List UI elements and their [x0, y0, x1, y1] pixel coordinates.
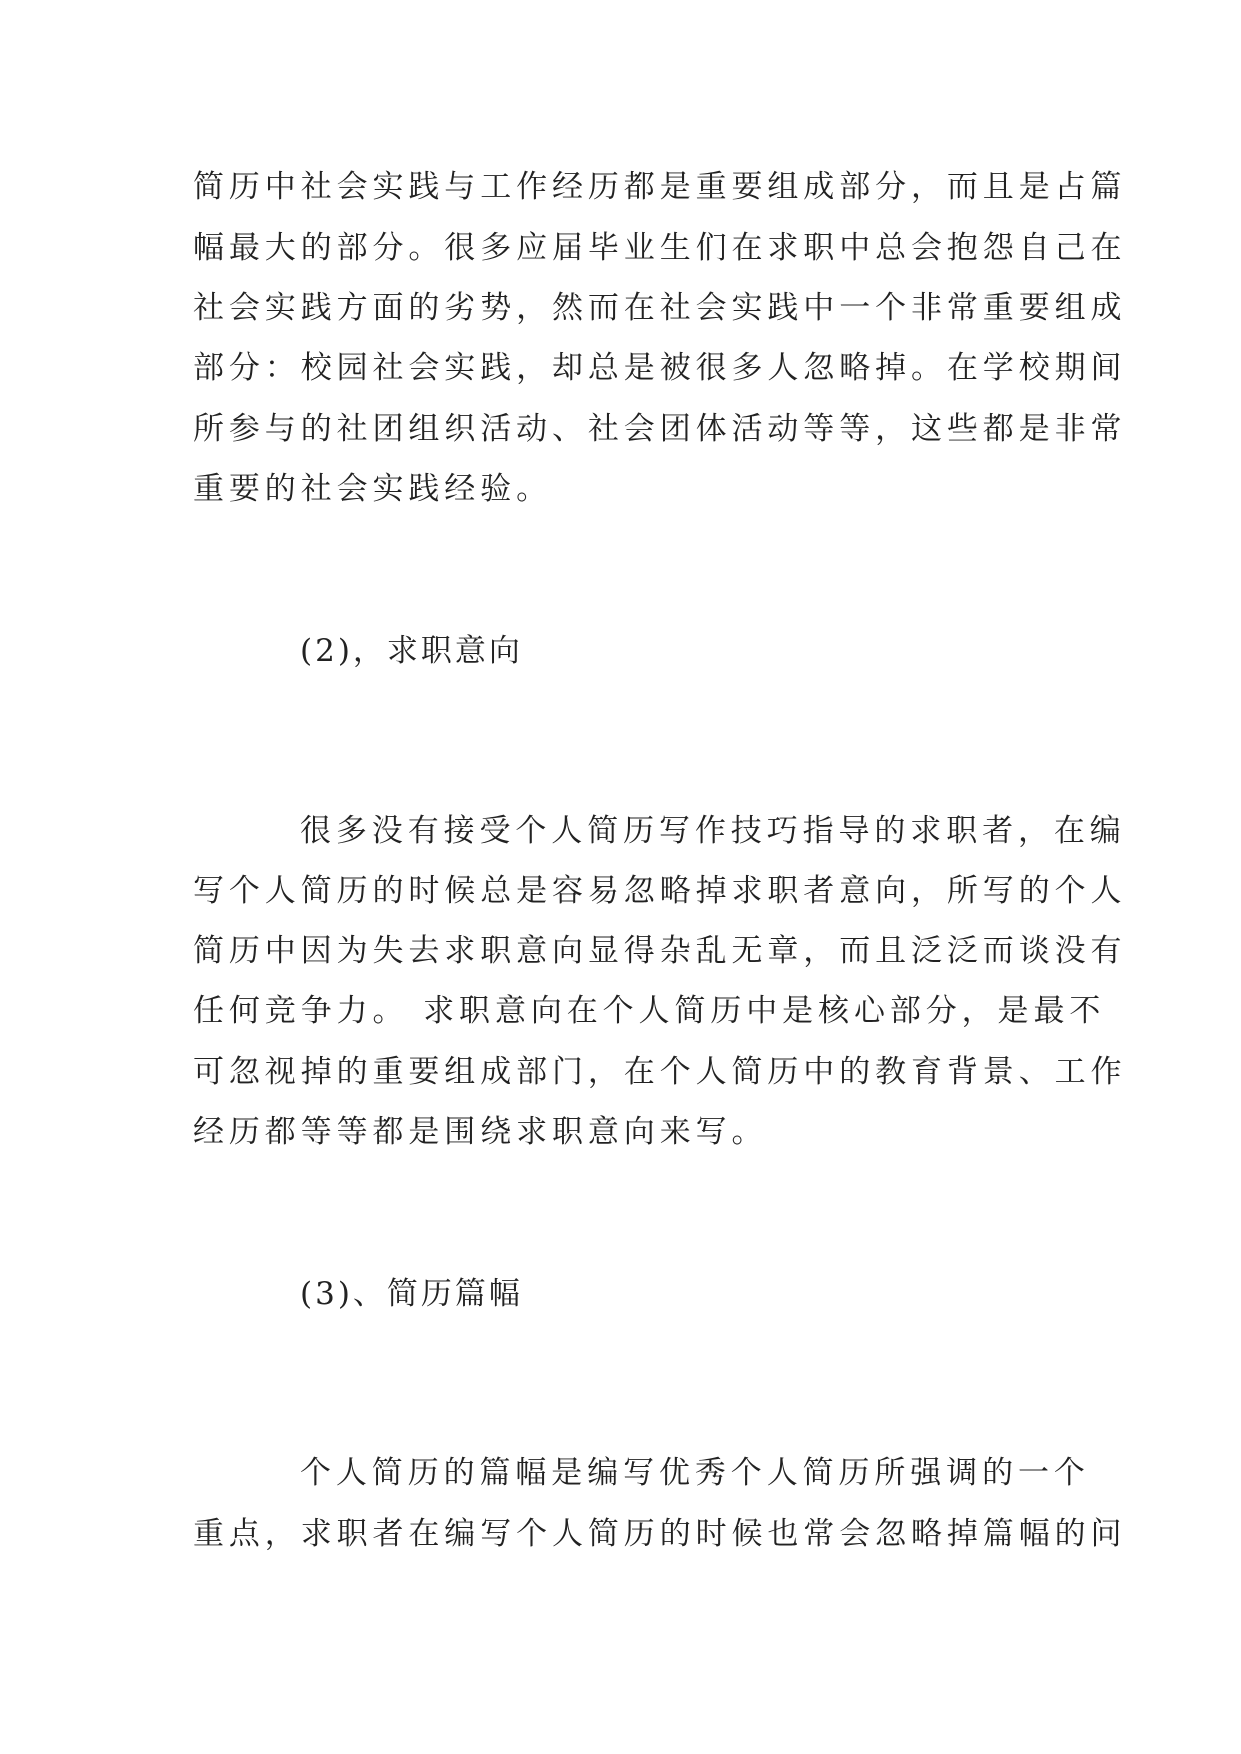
- text-line: 所参与的社团组织活动、社会团体活动等等，这些都是非常: [193, 411, 1127, 447]
- text-line: 重要的社会实践经验。: [193, 471, 552, 507]
- text-line: 任何竞争力。 求职意向在个人简历中是核心部分，是最不: [193, 993, 1106, 1029]
- text-line: 经历都等等都是围绕求职意向来写。: [193, 1114, 768, 1150]
- text-line: 社会实践方面的劣势，然而在社会实践中一个非常重要组成: [193, 290, 1127, 326]
- section-heading-resume-length: (3)、简历篇幅: [300, 1276, 523, 1312]
- text-line: 个人简历的篇幅是编写优秀个人简历所强调的一个: [300, 1455, 1090, 1491]
- text-line: 可忽视掉的重要组成部门，在个人简历中的教育背景、工作: [193, 1054, 1127, 1090]
- text-line: 写个人简历的时候总是容易忽略掉求职者意向，所写的个人: [193, 873, 1127, 909]
- text-line: 简历中因为失去求职意向显得杂乱无章，而且泛泛而谈没有: [193, 933, 1127, 969]
- text-line: 部分：校园社会实践，却总是被很多人忽略掉。在学校期间: [193, 350, 1127, 386]
- text-line: 很多没有接受个人简历写作技巧指导的求职者，在编: [300, 813, 1126, 849]
- text-line: 简历中社会实践与工作经历都是重要组成部分，而且是占篇: [193, 169, 1127, 205]
- text-line: 重点，求职者在编写个人简历的时候也常会忽略掉篇幅的问: [193, 1516, 1127, 1552]
- text-line: 幅最大的部分。很多应届毕业生们在求职中总会抱怨自己在: [193, 230, 1127, 266]
- section-heading-job-intention: (2)，求职意向: [300, 633, 523, 669]
